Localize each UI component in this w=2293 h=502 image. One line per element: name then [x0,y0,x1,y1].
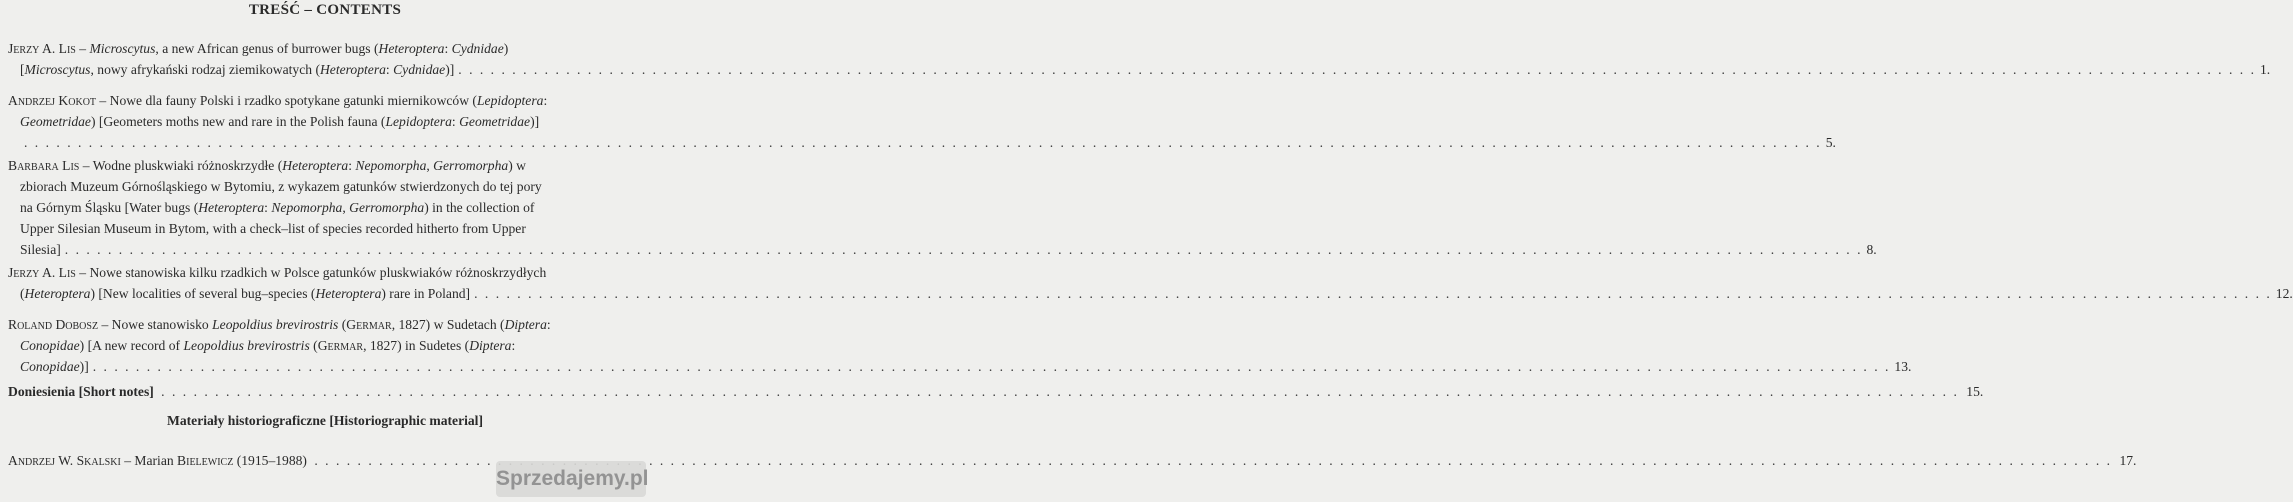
entry-text: )] [530,114,540,129]
entry-text: zbiorach Muzeum Górnośląskiego w Bytomiu, z wykazem gatunków stwierdzonych do tej pory [20,179,542,194]
entry-line [8,90,642,111]
taxon-name: Cydnidae [393,62,446,77]
taxon-name: Microscytus [24,62,91,77]
entry-line [8,176,642,197]
taxon-name: Diptera [504,317,547,332]
entry-text: ) [New localities of several bug–species ( [90,286,316,301]
entry-text: , [342,200,350,215]
taxon-name: Conopidae [20,338,80,353]
toc-entry-lis-water-bugs [8,155,1877,260]
entry-text: – Wodne pluskwiaki różnoskrzydłe ( [79,158,283,173]
entry-line [8,218,642,239]
entry-text: – Nowe dla fauny Polski i rzadko spotykane gatunki miernikowców ( [96,93,477,108]
entry-text: : [511,338,516,353]
taxon-name: Heteroptera [198,200,265,215]
entry-text: ) [503,41,509,56]
author-name: Jerzy A. Lis [8,41,76,56]
section-heading-historiographic: Materiały historiograficzne [Historiographic material] [167,413,483,428]
watermark-logo [496,461,649,497]
subject-name: Bielewicz [177,453,234,468]
taxon-name: Heteroptera [282,158,349,173]
taxon-name: Conopidae [20,359,80,374]
leader-dots [24,135,1822,150]
short-notes-label: Doniesienia [Short notes] [8,384,154,399]
entry-line [8,283,2293,304]
entry-text: : [444,41,452,56]
entry-line [8,239,1877,260]
taxon-name: Nepomorpha [355,158,427,173]
taxon-name: Diptera [469,338,512,353]
taxon-name: Heteroptera [319,62,386,77]
entry-line [8,356,1912,377]
author-name: Barbara Lis [8,158,80,173]
taxon-name: Lepidoptera [476,93,544,108]
author-name: Jerzy A. Lis [8,265,76,280]
author-name: Roland Dobosz [8,317,99,332]
taxon-name: Heteroptera [315,286,382,301]
entry-line [8,59,2271,80]
taxon-name: Nepomorpha [271,200,343,215]
entry-page-number: 1. [2259,62,2271,77]
leader-dots [93,359,1891,374]
entry-text: ) [A new record of [79,338,184,353]
leader-dots [65,242,1863,257]
entry-page-number: 12. [2275,286,2293,301]
entry-page-number: 17. [2119,453,2137,468]
toc-entry-lis-localities [8,262,2293,304]
taxon-name: Leopoldius brevirostris [183,338,310,353]
author-citation: Germar [346,317,392,332]
entry-text: )] [79,359,89,374]
entry-text: : [385,62,394,77]
entry-text: )] [445,62,455,77]
entry-text: [ [20,62,25,77]
entry-years: (1915–1988) [233,453,307,468]
entry-text: ) w [508,158,526,173]
taxon-name: Leopoldius brevirostris [212,317,339,332]
leader-dots [474,286,2272,301]
taxon-name: Gerromorpha [433,158,509,173]
page-title: TREŚĆ – CONTENTS [248,2,402,18]
taxon-name: Microscytus [89,41,156,56]
entry-line [8,262,642,283]
entry-text: Upper Silesian Museum in Bytom, with a check–list of species recorded hitherto from Upper [20,221,526,236]
watermark-suffix: .pl [624,467,649,490]
watermark-text: Sprzedajemy [496,467,624,490]
toc-entry-dobosz-leopoldius [8,314,1912,377]
taxon-name: Cydnidae [451,41,504,56]
entry-page-number: 8. [1866,242,1877,257]
entry-text: ( [20,286,25,301]
entry-page-number: 5. [1825,135,1836,150]
taxon-name: Gerromorpha [349,200,425,215]
entry-line [8,335,642,356]
entry-text: ) [Geometers moths new and rare in the Polish fauna ( [90,114,386,129]
entry-text: – Nowe stanowisko [98,317,213,332]
entry-text: ( [338,317,347,332]
entry-text: , [426,158,434,173]
taxon-name: Geometridae [20,114,91,129]
entry-page-number: 13. [1894,359,1912,374]
entry-text: Silesia] [20,242,61,257]
taxon-name: Geometridae [459,114,531,129]
entry-line [8,314,642,335]
entry-text: – Nowe stanowiska kilku rzadkich w Polsce gatunków pluskwiaków różnoskrzydłych [75,265,547,280]
entry-line [8,197,642,218]
entry-line [8,132,1836,153]
short-notes-page: 15. [1966,384,1984,399]
entry-text: : [451,114,460,129]
author-name: Andrzej Kokot [8,93,97,108]
entry-text: : [543,93,548,108]
entry-text: , 1827) in Sudetes ( [363,338,470,353]
entry-text: na Górnym Śląsku [Water bugs ( [20,200,199,215]
entry-text: – [75,41,90,56]
entry-text: , 1827) w Sudetach ( [391,317,505,332]
taxon-name: Heteroptera [378,41,445,56]
toc-entry-kokot-geometridae [8,90,1836,153]
entry-text: ) in the collection of [424,200,535,215]
entry-text: : [546,317,551,332]
entry-text: : [348,158,356,173]
toc-entry-short-notes [8,381,1984,402]
entry-text: ) rare in Poland] [381,286,471,301]
taxon-name: Heteroptera [24,286,91,301]
author-citation: Germar [317,338,364,353]
entry-line [8,111,642,132]
author-name: Andrzej W. Skalski [8,453,121,468]
entry-line [8,155,642,176]
entry-text: , nowy afrykański rodzaj ziemikowatych ( [90,62,320,77]
entry-text: ( [309,338,318,353]
entry-text: : [264,200,272,215]
leader-dots [458,62,2256,77]
taxon-name: Lepidoptera [385,114,452,129]
toc-entry-lis-microscytus [8,38,2271,80]
entry-text: , a new African genus of burrower bugs ( [155,41,379,56]
entry-line [8,38,642,59]
leader-dots [161,384,1959,399]
entry-text: – Marian [120,453,178,468]
